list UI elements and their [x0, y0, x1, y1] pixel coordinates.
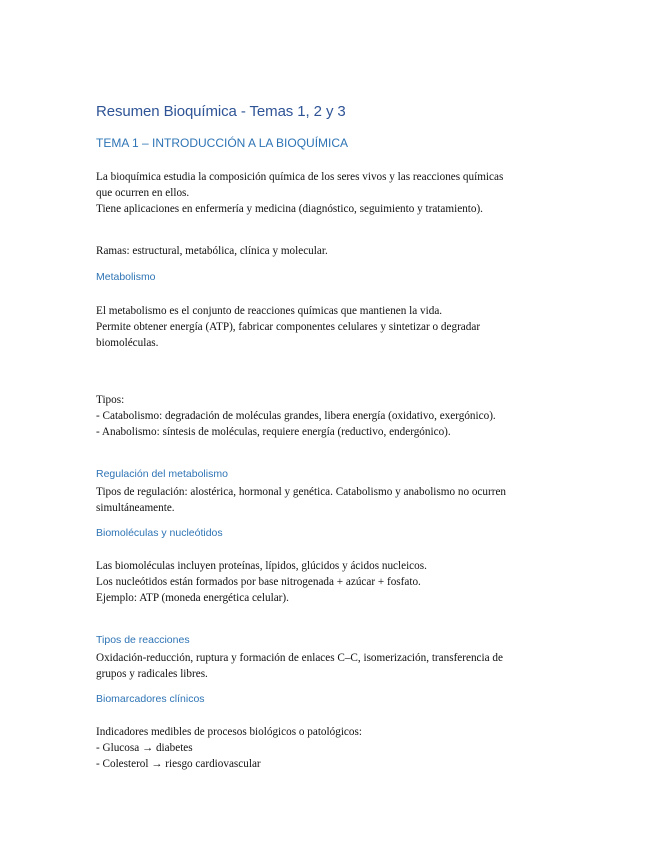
tipos-list — [96, 392, 566, 441]
regulacion-heading: Regulación del metabolismo — [96, 468, 228, 480]
document-title: Resumen Bioquímica - Temas 1, 2 y 3 — [96, 103, 346, 120]
ramas-paragraph — [96, 243, 566, 259]
reacciones-heading: Tipos de reacciones — [96, 634, 190, 646]
biomoleculas-line: Las biomoléculas incluyen proteínas, lípidos, glúcidos y ácidos nucleicos. — [96, 560, 427, 572]
intro-paragraph — [96, 169, 566, 218]
ramas-line: Ramas: estructural, metabólica, clínica y molecular. — [96, 245, 328, 257]
reacciones-line: Oxidación-reducción, ruptura y formación de enlaces C–C, isomerización, transferencia de — [96, 652, 503, 664]
biomarcadores-heading: Biomarcadores clínicos — [96, 693, 205, 705]
biomoleculas-line: Ejemplo: ATP (moneda energética celular). — [96, 592, 289, 605]
metabolismo-heading: Metabolismo — [96, 271, 156, 283]
regulacion-line: simultáneamente. — [96, 502, 175, 515]
biomarcador-item-colesterol: - Colesterol → riesgo cardiovascular — [96, 758, 261, 771]
regulacion-line: Tipos de regulación: alostérica, hormonal y genética. Catabolismo y anabolismo no ocurren — [96, 486, 507, 498]
reacciones-line: grupos y radicales libres. — [96, 668, 208, 681]
biomoleculas-heading: Biomoléculas y nucleótidos — [96, 527, 223, 539]
intro-line: que ocurren en ellos. — [96, 187, 190, 200]
biomarcadores-paragraph — [96, 724, 566, 773]
metabolismo-paragraph — [96, 303, 566, 352]
intro-line: Tiene aplicaciones en enfermería y medicina (diagnóstico, seguimiento y tratamiento). — [96, 203, 483, 216]
biomarcador-item-glucosa: - Glucosa → diabetes — [96, 742, 193, 755]
intro-line: La bioquímica estudia la composición química de los seres vivos y las reacciones químicas — [96, 171, 504, 183]
biomarcadores-intro: Indicadores medibles de procesos biológicos o patológicos: — [96, 726, 362, 738]
metabolismo-line: El metabolismo es el conjunto de reacciones químicas que mantienen la vida. — [96, 305, 443, 317]
biomoleculas-line: Los nucleótidos están formados por base nitrogenada + azúcar + fosfato. — [96, 576, 421, 589]
metabolismo-line: biomoléculas. — [96, 337, 159, 350]
regulacion-paragraph — [96, 484, 566, 516]
tema1-heading: TEMA 1 – INTRODUCCIÓN A LA BIOQUÍMICA — [96, 136, 349, 150]
metabolismo-line: Permite obtener energía (ATP), fabricar componentes celulares y sintetizar o degradar — [96, 321, 481, 334]
tipos-label: Tipos: — [96, 394, 125, 406]
tipos-item-anabolismo: - Anabolismo: síntesis de moléculas, requiere energía (reductivo, endergónico). — [96, 426, 451, 439]
biomoleculas-paragraph — [96, 558, 566, 607]
tipos-item-catabolismo: - Catabolismo: degradación de moléculas grandes, libera energía (oxidativo, exergónico). — [96, 410, 496, 423]
reacciones-paragraph — [96, 650, 566, 682]
